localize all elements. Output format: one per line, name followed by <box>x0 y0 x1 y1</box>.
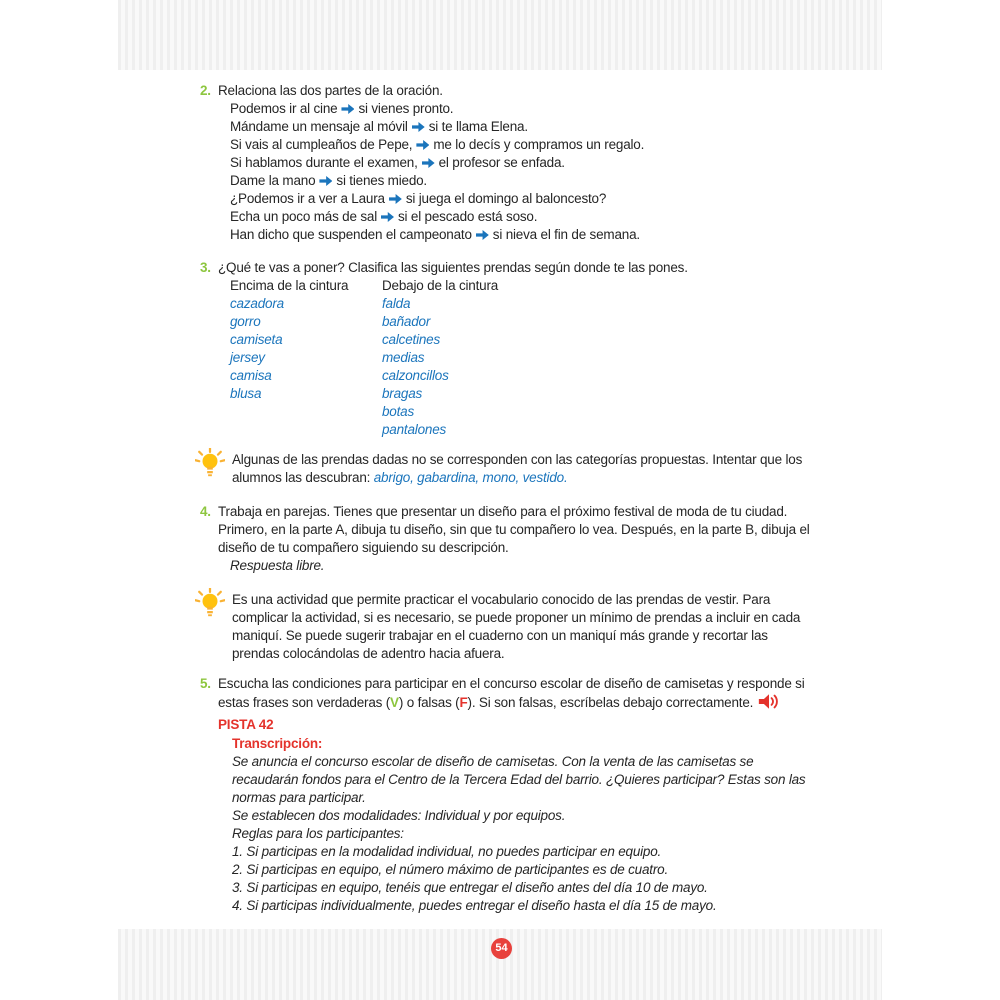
column-header: Debajo de la cintura <box>382 278 499 293</box>
exercise-3-number: 3. <box>200 260 211 275</box>
clothing-item: pantalones <box>382 422 447 437</box>
pair-left: Si hablamos durante el examen, <box>230 155 418 170</box>
exercise-2 <box>200 82 818 244</box>
column-items <box>382 295 498 439</box>
pair-right: si juega el domingo al baloncesto? <box>405 191 607 206</box>
column-below-waist <box>382 277 498 439</box>
sentence-pair <box>230 172 818 190</box>
lightbulb-icon <box>195 448 225 485</box>
audio-transcript <box>232 753 810 915</box>
pair-left: Mándame un mensaje al móvil <box>230 119 408 134</box>
false-letter: F <box>459 695 468 710</box>
exercise-4 <box>200 503 818 575</box>
arrow-right-icon <box>416 140 429 150</box>
true-letter: V <box>390 695 399 710</box>
exercise-4-title: Trabaja en parejas. Tienes que presentar un diseño para el próximo festival de moda de tu ciudad. Primero, en la parte A, dibuja tu diseño, sin que tu compañero lo vea. Después, en la parte B, dibuja el diseño de tu compañero siguiendo su descripción. <box>218 504 810 555</box>
arrow-right-icon <box>422 158 435 168</box>
pair-left: Han dicho que suspenden el campeonato <box>230 227 472 242</box>
arrow-right-icon <box>319 176 332 186</box>
transcript-line: 3. Si participas en equipo, tenéis que entregar el diseño antes del día 10 de mayo. <box>232 880 708 895</box>
title-text: Escucha las condiciones para participar en el concurso escolar de diseño de camisetas y responde si estas frases son verdaderas ( <box>218 676 805 710</box>
sentence-pair <box>230 100 818 118</box>
pair-left: Si vais al cumpleaños de Pepe, <box>230 137 413 152</box>
arrow-right-icon <box>341 104 354 114</box>
transcript-line: 2. Si participas en equipo, el número máximo de participantes es de cuatro. <box>232 862 668 877</box>
sentence-pair <box>230 136 818 154</box>
clothing-item: bragas <box>382 386 423 401</box>
clothing-item: calcetines <box>382 332 441 347</box>
tip-highlight: abrigo, gabardina, mono, vestido. <box>373 470 568 485</box>
page-number: 54 <box>495 942 508 954</box>
page-number-badge <box>491 938 512 959</box>
transcript-paragraph: Se anuncia el concurso escolar de diseño de camisetas. Con la venta de las camisetas se recaudarán fondos para el Centro de la Tercera Edad del barrio. ¿Quieres participar? Estas son las normas para participar. <box>232 754 806 805</box>
clothing-item: jersey <box>230 350 265 365</box>
column-items <box>230 295 382 403</box>
top-decorative-band <box>118 0 882 70</box>
clothing-item: blusa <box>230 386 262 401</box>
pair-left: Dame la mano <box>230 173 316 188</box>
exercise-3 <box>200 259 818 439</box>
arrow-right-icon <box>476 230 489 240</box>
tip-text: Algunas de las prendas dadas no se corresponden con las categorías propuestas. Intentar que los alumnos las descubran: <box>232 452 803 485</box>
transcript-line: 4. Si participas individualmente, puedes entregar el diseño hasta el día 15 de mayo. <box>232 898 717 913</box>
exercise-5-title <box>218 675 818 715</box>
pair-right: me lo decís y compramos un regalo. <box>433 137 645 152</box>
speaker-audio-icon <box>758 693 780 715</box>
audio-track-label: PISTA 42 <box>218 717 274 732</box>
clothing-item: bañador <box>382 314 431 329</box>
title-text: ). Si son falsas, escríbelas debajo correctamente. <box>467 695 754 710</box>
clothing-item: cazadora <box>230 296 284 311</box>
pair-left: Podemos ir al cine <box>230 101 338 116</box>
transcription-label: Transcripción: <box>232 736 323 751</box>
pair-left: ¿Podemos ir a ver a Laura <box>230 191 385 206</box>
arrow-right-icon <box>381 212 394 222</box>
sentence-pair <box>230 118 818 136</box>
clothing-item: medias <box>382 350 425 365</box>
exercise-2-title: Relaciona las dos partes de la oración. <box>218 83 443 98</box>
pair-left: Echa un poco más de sal <box>230 209 377 224</box>
clothing-item: calzoncillos <box>382 368 449 383</box>
pair-right: si te llama Elena. <box>428 119 528 134</box>
arrow-right-icon <box>389 194 402 204</box>
exercise-2-sentences <box>230 100 818 244</box>
sentence-pair <box>230 226 818 244</box>
clothing-item: camiseta <box>230 332 283 347</box>
tip-text: Es una actividad que permite practicar el vocabulario conocido de las prendas de vestir. Para complicar la actividad, si es necesario, se puede proponer un mínimo de prendas a incluir en cada maniquí. Se puede sugerir trabajar en el cuaderno con un maniquí más grande y recortar las prendas colocándolas de adentro hacia afuera. <box>232 592 801 661</box>
arrow-right-icon <box>412 122 425 132</box>
clothing-item: botas <box>382 404 415 419</box>
pair-right: si tienes miedo. <box>336 173 427 188</box>
clothing-item: falda <box>382 296 411 311</box>
lightbulb-icon <box>195 588 225 625</box>
transcript-line: 1. Si participas en la modalidad individual, no puedes participar en equipo. <box>232 844 662 859</box>
transcript-line: Se establecen dos modalidades: Individual y por equipos. <box>232 808 566 823</box>
pair-right: si el pescado está soso. <box>398 209 538 224</box>
pair-right: el profesor se enfada. <box>438 155 565 170</box>
teacher-tip-2 <box>232 591 810 663</box>
exercise-4-number: 4. <box>200 504 211 519</box>
sentence-pair <box>230 208 818 226</box>
exercise-5 <box>200 675 818 715</box>
exercise-5-number: 5. <box>200 676 211 691</box>
clothing-columns <box>230 277 818 439</box>
clothing-item: gorro <box>230 314 261 329</box>
column-above-waist <box>230 277 382 439</box>
exercise-4-answer: Respuesta libre. <box>230 558 325 573</box>
transcript-line: Reglas para los participantes: <box>232 826 404 841</box>
title-text: ) o falsas ( <box>398 695 460 710</box>
clothing-item: camisa <box>230 368 272 383</box>
pair-right: si vienes pronto. <box>358 101 454 116</box>
sentence-pair <box>230 190 818 208</box>
exercise-3-title: ¿Qué te vas a poner? Clasifica las siguientes prendas según donde te las pones. <box>218 260 688 275</box>
column-header: Encima de la cintura <box>230 278 349 293</box>
exercise-2-number: 2. <box>200 83 211 98</box>
teacher-tip-1 <box>232 451 810 487</box>
pair-right: si nieva el fin de semana. <box>492 227 640 242</box>
sentence-pair <box>230 154 818 172</box>
